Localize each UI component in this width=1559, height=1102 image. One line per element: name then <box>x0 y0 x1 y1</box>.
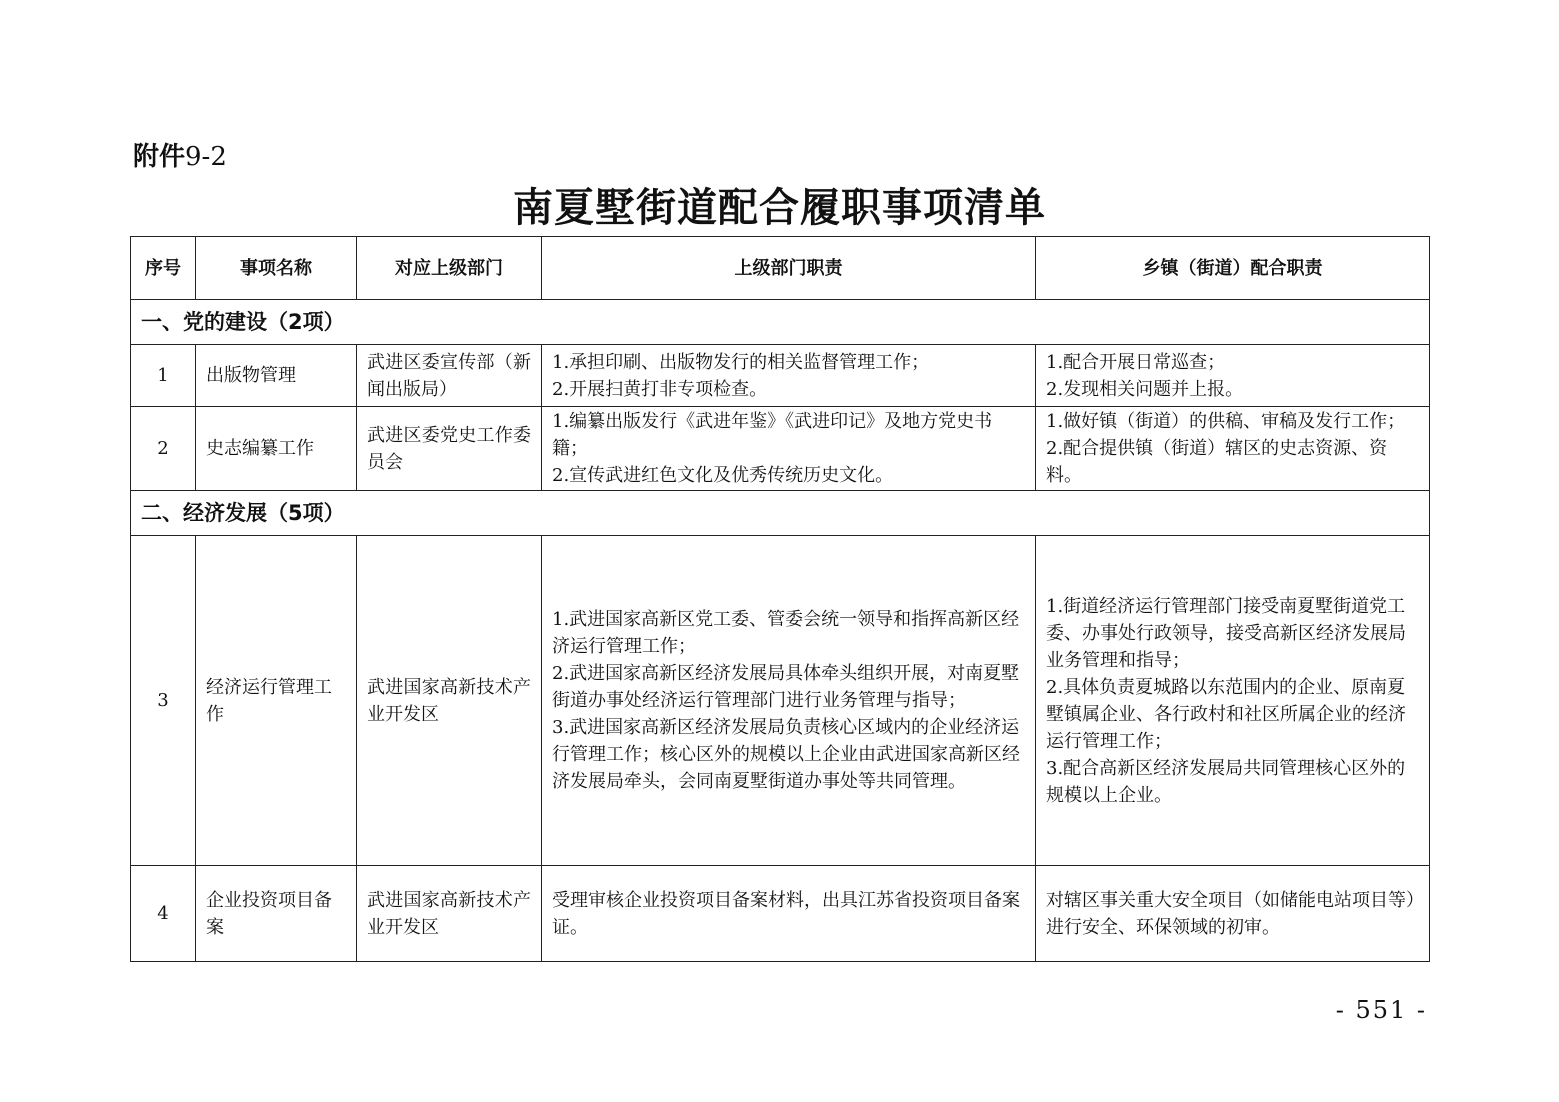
duty-line: 1.承担印刷、出版物发行的相关监督管理工作； <box>552 351 930 373</box>
section-label: 二、经济发展（5项） <box>131 491 1430 536</box>
row-no: 2 <box>131 407 196 491</box>
coop-line: 1.配合开展日常巡查； <box>1046 351 1226 373</box>
coop-line: 2.发现相关问题并上报。 <box>1046 378 1244 400</box>
header-name: 事项名称 <box>196 237 357 300</box>
header-dept: 对应上级部门 <box>357 237 542 300</box>
row-name: 史志编纂工作 <box>196 407 357 491</box>
row-dept: 武进国家高新技术产业开发区 <box>357 536 542 866</box>
row-name: 企业投资项目备案 <box>196 866 357 962</box>
row-no: 1 <box>131 345 196 407</box>
section-row <box>131 300 1430 345</box>
duty-line: 1.编纂出版发行《武进年鉴》《武进印记》及地方党史书籍； <box>552 411 993 459</box>
table-row <box>131 866 1430 962</box>
row-dept: 武进国家高新技术产业开发区 <box>357 866 542 962</box>
table-row <box>131 345 1430 407</box>
row-coop <box>1036 345 1430 407</box>
row-coop <box>1036 407 1430 491</box>
row-dept: 武进区委宣传部（新闻出版局） <box>357 345 542 407</box>
row-duty <box>542 407 1036 491</box>
row-coop <box>1036 536 1430 866</box>
duty-line: 3.武进国家高新区经济发展局负责核心区域内的企业经济运行管理工作；核心区外的规模以上企业由武进国家高新区经济发展局牵头，会同南夏墅街道办事处等共同管理。 <box>552 717 1020 792</box>
table-row <box>131 407 1430 491</box>
coop-line: 1.街道经济运行管理部门接受南夏墅街道党工委、办事处行政领导，接受高新区经济发展局业务管理和指导； <box>1046 595 1406 671</box>
row-duty <box>542 536 1036 866</box>
row-dept: 武进区委党史工作委员会 <box>357 407 542 491</box>
coop-line: 2.配合提供镇（街道）辖区的史志资源、资料。 <box>1046 438 1388 486</box>
attachment-label-bold: 附件 <box>133 142 186 172</box>
duty-line: 2.宣传武进红色文化及优秀传统历史文化。 <box>552 465 894 486</box>
table-header-row <box>131 237 1430 300</box>
duty-line: 1.武进国家高新区党工委、管委会统一领导和指挥高新区经济运行管理工作； <box>552 609 1020 657</box>
coop-line: 3.配合高新区经济发展局共同管理核心区外的规模以上企业。 <box>1046 757 1406 806</box>
row-duty <box>542 866 1036 962</box>
duty-line: 2.开展扫黄打非专项检查。 <box>552 378 768 400</box>
page-title: 南夏墅街道配合履职事项清单 <box>513 184 1046 231</box>
attachment-number: 9-2 <box>185 142 227 172</box>
duty-line: 受理审核企业投资项目备案材料，出具江苏省投资项目备案证。 <box>552 889 1020 938</box>
coop-line: 2.具体负责夏城路以东范围内的企业、原南夏墅镇属企业、各行政村和社区所属企业的经济运行管理工作； <box>1046 676 1406 752</box>
row-name: 出版物管理 <box>196 345 357 407</box>
coop-line: 1.做好镇（街道）的供稿、审稿及发行工作； <box>1046 411 1406 432</box>
duty-table <box>130 236 1430 962</box>
table-row <box>131 536 1430 866</box>
row-duty <box>542 345 1036 407</box>
attachment-label <box>133 136 227 173</box>
row-no: 4 <box>131 866 196 962</box>
row-no: 3 <box>131 536 196 866</box>
section-row <box>131 491 1430 536</box>
page-number: - 551 - <box>1335 996 1427 1024</box>
duty-line: 2.武进国家高新区经济发展局具体牵头组织开展，对南夏墅街道办事处经济运行管理部门进行业务管理与指导； <box>552 663 1020 711</box>
header-no: 序号 <box>131 237 196 300</box>
row-coop <box>1036 866 1430 962</box>
header-duty: 上级部门职责 <box>542 237 1036 300</box>
row-name: 经济运行管理工作 <box>196 536 357 866</box>
section-label: 一、党的建设（2项） <box>131 300 1430 345</box>
header-coop: 乡镇（街道）配合职责 <box>1036 237 1430 300</box>
coop-line: 对辖区事关重大安全项目（如储能电站项目等）进行安全、环保领域的初审。 <box>1046 889 1415 938</box>
